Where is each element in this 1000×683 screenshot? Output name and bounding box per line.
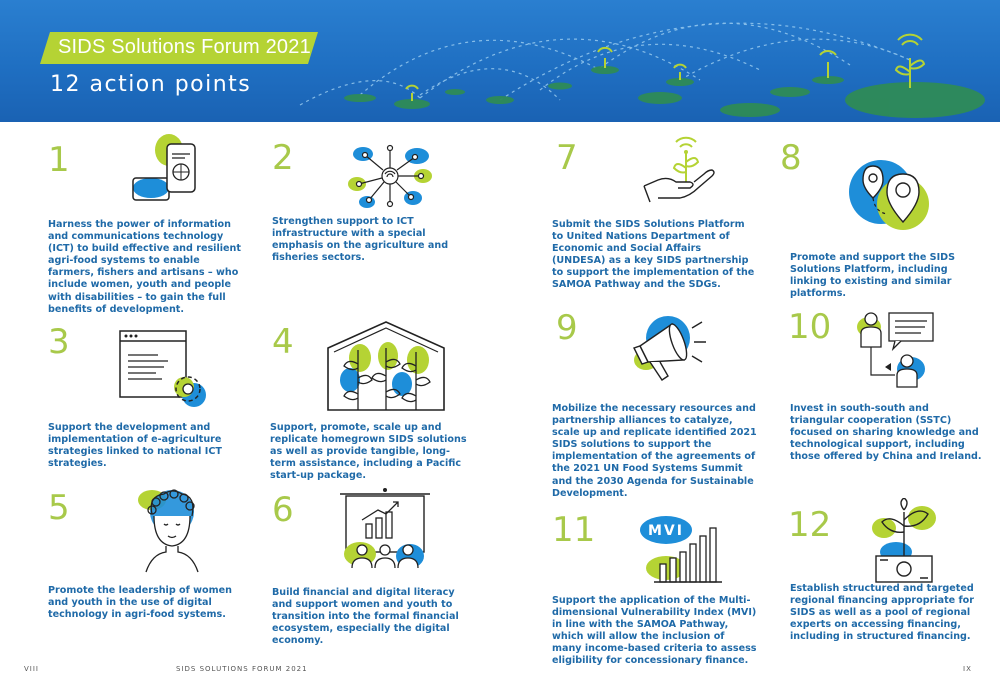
point-4-text: Support, promote, scale up and replicate homegrown SIDS solutions as well as provide tangible, long-term assistance, including a Pacific start-up package.: [270, 422, 467, 482]
presentation-board-icon: [338, 488, 433, 573]
mvi-label: MVI: [648, 523, 684, 539]
point-1-number: 1: [48, 140, 70, 180]
point-9-number: 9: [556, 308, 578, 348]
point-11-number: 11: [552, 510, 596, 550]
plant-banknote-icon: [866, 498, 946, 586]
point-6-number: 6: [272, 490, 294, 530]
network-wifi-icon: [345, 140, 435, 210]
point-10-number: 10: [788, 307, 832, 347]
point-11-text: Support the application of the Multidimensional Vulnerability Index (MVI) in line with the SAMOA Pathway, which will allow the inclusion of many income-based criteria to assess eligibility for concessionary finance.: [552, 595, 757, 667]
point-8-text: Promote and support the SIDS Solutions Platform, including linking to existing and similar platforms.: [790, 252, 956, 300]
point-12-number: 12: [788, 505, 832, 545]
point-10-text: Invest in south-south and triangular cooperation (SSTC) focused on sharing knowledge and technological support, including those offered by China and Ireland.: [790, 403, 982, 463]
smartphone-globe-icon: [125, 130, 205, 210]
point-1-text: Harness the power of information and communications technology (ICT) to build effective and resilient agri-food systems to enable farmers, fishers and artisans – who include women, youth and people with disabilities – to gain the full benefits of development.: [48, 219, 241, 315]
point-6-text: Build financial and digital literacy and support women and youth to transition into the formal financial ecosystem, especially the digital economy.: [272, 587, 459, 647]
point-3-text: Support the development and implementation of e-agriculture strategies linked to national ICT strategies.: [48, 422, 222, 470]
greenhouse-icon: [322, 318, 450, 413]
point-7-number: 7: [556, 138, 578, 178]
footer-page-left: VIII: [24, 665, 39, 673]
hand-seedling-icon: [640, 132, 720, 207]
page-subtitle: 12 action points: [50, 72, 252, 97]
point-2-number: 2: [272, 138, 294, 178]
people-chat-icon: [855, 305, 945, 390]
point-12-text: Establish structured and targeted regional financing appropriate for SIDS as well as a pool of regional experts on accessing financing, including in structured financing.: [790, 583, 974, 643]
page-title: SIDS Solutions Forum 2021: [58, 36, 311, 58]
browser-gear-icon: [118, 325, 213, 413]
map-pin-icon: [845, 152, 937, 242]
mvi-chart-icon: [632, 508, 732, 586]
point-5-text: Promote the leadership of women and youth in the use of digital technology in agri-food systems.: [48, 585, 232, 621]
footer-publication-title: SIDS SOLUTIONS FORUM 2021: [176, 665, 308, 673]
point-5-number: 5: [48, 488, 70, 528]
footer-page-right: IX: [963, 665, 972, 673]
point-3-number: 3: [48, 322, 70, 362]
point-9-text: Mobilize the necessary resources and partnership alliances to catalyze, scale up and replicate identified 2021 SIDS solutions to support the implementation of the agreements of the 2021 UN Food Systems Summit and the 2030 Agenda for Sustainable Development.: [552, 403, 757, 499]
point-2-text: Strengthen support to ICT infrastructure with a special emphasis on the agriculture and fisheries sectors.: [272, 216, 449, 264]
point-8-number: 8: [780, 138, 802, 178]
megaphone-icon: [626, 310, 711, 385]
point-4-number: 4: [272, 322, 294, 362]
point-7-text: Submit the SIDS Solutions Platform to United Nations Department of Economic and Social Affairs (UNDESA) as a key SIDS partnership to support the implementation of the SAMOA Pathway and the SDGs.: [552, 219, 755, 291]
header-banner: [0, 0, 1000, 122]
woman-portrait-icon: [132, 486, 212, 576]
